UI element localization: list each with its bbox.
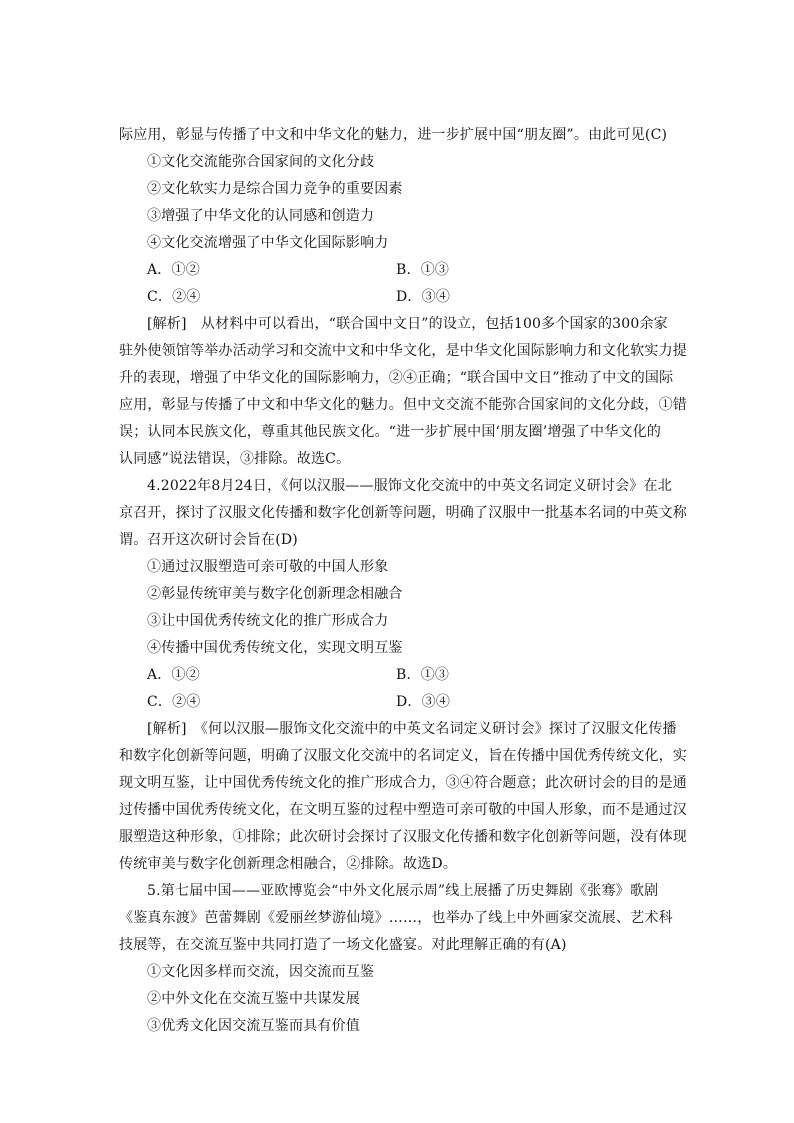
question-4-explanation-line-3: 现文明互鉴，让中国优秀传统文化的推广形成合力，③④符合题意；此次研讨会的目的是通 xyxy=(119,775,687,791)
question-3-option-4: ④文化交流增强了中华文化国际影响力 xyxy=(147,235,389,251)
question-3-explanation-line-2: 驻外使领馆等举办活动学习和交流中文和中华文化，是中华文化国际影响力和文化软实力提 xyxy=(119,343,687,359)
question-3-option-2: ②文化软实力是综合国力竞争的重要因素 xyxy=(147,181,403,197)
question-4-explanation-line-5: 服塑造这种形象，①排除；此次研讨会探讨了汉服文化传播和数字化创新等问题，没有体现 xyxy=(119,829,687,845)
question-3-choice-d: D．③④ xyxy=(396,289,451,305)
question-3-option-3: ③增强了中华文化的认同感和创造力 xyxy=(147,208,375,224)
question-3-choice-b: B．①③ xyxy=(396,262,450,278)
question-4-option-3: ③让中国优秀传统文化的推广形成合力 xyxy=(147,613,389,629)
question-5-stem-line-2: 《鉴真东渡》芭蕾舞剧《爱丽丝梦游仙境》……，也举办了线上中外画家交流展、艺术科 xyxy=(119,910,673,926)
question-4-choice-d: D．③④ xyxy=(396,694,451,710)
question-4-option-1: ①通过汉服塑造可亲可敬的中国人形象 xyxy=(147,559,389,575)
question-4-option-2: ②彰显传统审美与数字化创新理念相融合 xyxy=(147,586,403,602)
question-4-stem-line-2: 京召开，探讨了汉服文化传播和数字化创新等问题，明确了汉服中一批基本名词的中英文称 xyxy=(119,505,687,521)
question-4-choice-a: A．①② xyxy=(147,667,200,683)
question-5-stem-line-3: 技展等，在交流互鉴中共同打造了一场文化盛宴。对此理解正确的有(A) xyxy=(119,937,567,953)
question-4-stem-line-1: 4.2022年8月24日，《何以汉服——服饰文化交流中的中英文名词定义研讨会》在北 xyxy=(147,478,672,494)
question-5-stem-line-1: 5.第七届中国——亚欧博览会“中外文化展示周”线上展播了历史舞剧《张骞》歌剧 xyxy=(147,883,659,899)
question-3-explanation-line-3: 升的表现，增强了中华文化的国际影响力，②④正确；“联合国中文日”推动了中文的国际 xyxy=(119,370,674,386)
question-5-option-3: ③优秀文化因交流互鉴而具有价值 xyxy=(147,1018,360,1034)
question-4-explanation-line-6: 传统审美与数字化创新理念相融合，②排除。故选D。 xyxy=(119,856,458,872)
question-5-option-2: ②中外文化在交流互鉴中共谋发展 xyxy=(147,991,360,1007)
question-3-explanation-line-1: [解析] 从材料中可以看出，“联合国中文日”的设立，包括100多个国家的300余家 xyxy=(147,316,668,332)
question-3-option-1: ①文化交流能弥合国家间的文化分歧 xyxy=(147,154,375,170)
question-3-choice-a: A．①② xyxy=(147,262,200,278)
question-5-option-1: ①文化因多样而交流，因交流而互鉴 xyxy=(147,964,375,980)
question-3-stem-end: 际应用，彰显与传播了中文和中华文化的魅力，进一步扩展中国“朋友圈”。由此可见(C) xyxy=(119,127,668,143)
question-4-explanation-line-1: [解析] 《何以汉服—服饰文化交流中的中英文名词定义研讨会》探讨了汉服文化传播 xyxy=(147,721,677,737)
question-4-stem-line-3: 谓。召开这次研讨会旨在(D) xyxy=(119,532,298,548)
question-3-explanation-line-6: 认同感”说法错误，③排除。故选C。 xyxy=(119,451,351,467)
question-3-explanation-line-5: 误；认同本民族文化，尊重其他民族文化。“进一步扩展中国‘朋友圈’增强了中华文化的 xyxy=(119,424,662,440)
question-4-explanation-line-4: 过传播中国优秀传统文化，在文明互鉴的过程中塑造可亲可敬的中国人形象，而不是通过汉 xyxy=(119,802,687,818)
question-4-choice-b: B．①③ xyxy=(396,667,450,683)
question-3-explanation-line-4: 应用，彰显与传播了中文和中华文化的魅力。但中文交流不能弥合国家间的文化分歧，①错 xyxy=(119,397,687,413)
question-3-choice-c: C．②④ xyxy=(147,289,201,305)
question-4-option-4: ④传播中国优秀传统文化，实现文明互鉴 xyxy=(147,640,403,656)
question-4-choice-c: C．②④ xyxy=(147,694,201,710)
question-4-explanation-line-2: 和数字化创新等问题，明确了汉服文化交流中的名词定义，旨在传播中国优秀传统文化，实 xyxy=(119,748,687,764)
